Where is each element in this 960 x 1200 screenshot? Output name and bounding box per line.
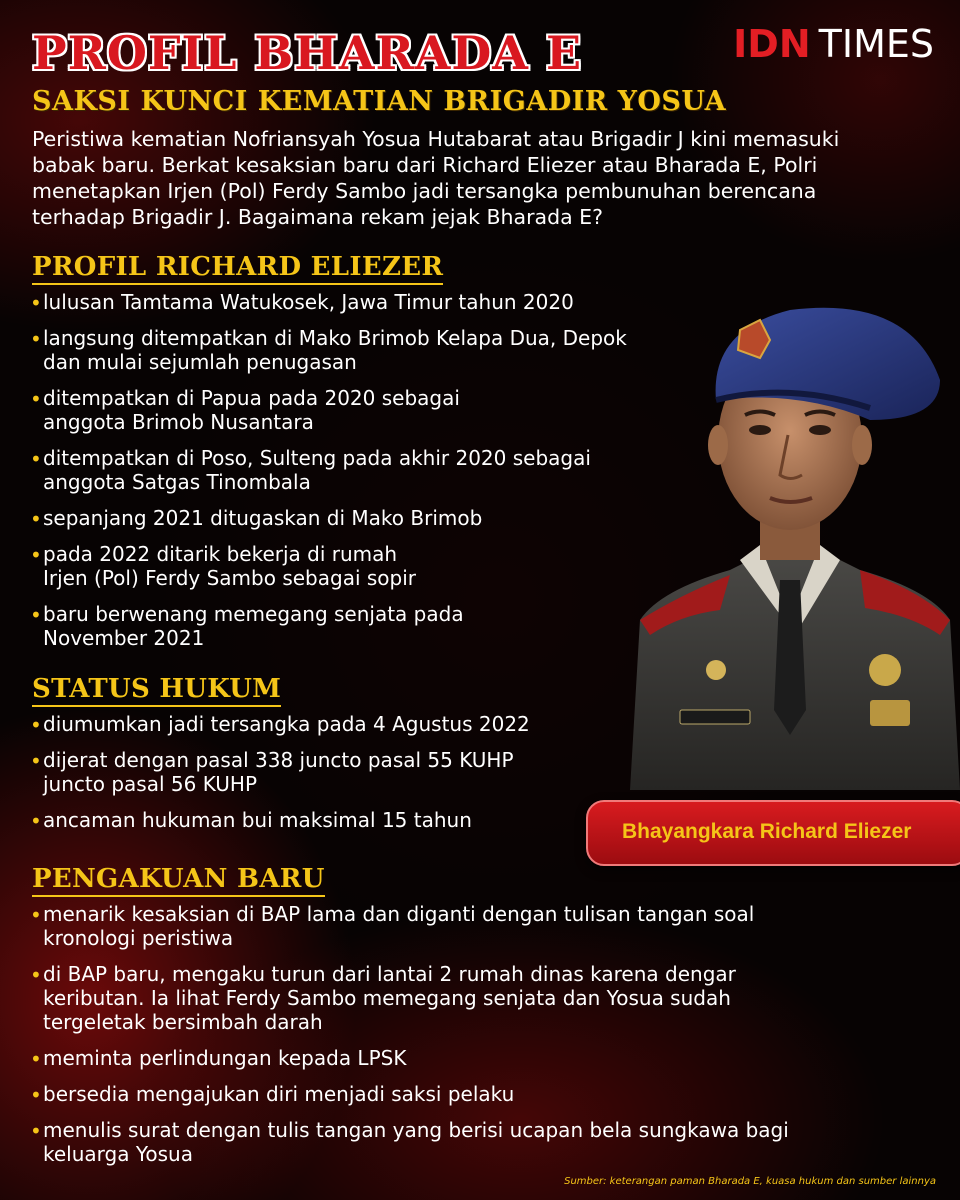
item-line: dijerat dengan pasal 338 juncto pasal 55 KUHP xyxy=(43,748,514,772)
list-item xyxy=(28,962,789,1034)
list-item xyxy=(28,602,627,650)
bullet-icon: • xyxy=(30,507,42,531)
bullet-icon: • xyxy=(30,1047,42,1071)
item-line: sepanjang 2021 ditugaskan di Mako Brimob xyxy=(43,506,483,530)
item-line: menulis surat dengan tulis tangan yang berisi ucapan bela sungkawa bagi xyxy=(43,1118,789,1142)
heading-underline xyxy=(32,895,325,897)
intro-line: menetapkan Irjen (Pol) Ferdy Sambo jadi tersangka pembunuhan berencana xyxy=(32,179,817,203)
item-line: dan mulai sejumlah penugasan xyxy=(43,350,357,374)
logo-idn: IDN xyxy=(733,22,811,66)
pengakuan-list xyxy=(28,902,789,1166)
bullet-icon: • xyxy=(30,543,42,567)
item-line: anggota Satgas Tinombala xyxy=(43,470,311,494)
list-item xyxy=(28,326,627,374)
logo-times: TIMES xyxy=(818,22,934,66)
section-heading-text: PROFIL RICHARD ELIEZER xyxy=(32,252,444,282)
section-heading-profil xyxy=(32,252,443,282)
bullet-icon: • xyxy=(30,809,42,833)
heading-underline xyxy=(32,283,443,285)
bullet-icon: • xyxy=(30,1083,42,1107)
list-item xyxy=(28,902,789,950)
list-item xyxy=(28,290,627,314)
list-item xyxy=(28,542,627,590)
bullet-icon: • xyxy=(30,603,42,627)
bullet-icon: • xyxy=(30,447,42,471)
item-line: anggota Brimob Nusantara xyxy=(43,410,314,434)
item-line: bersedia mengajukan diri menjadi saksi pelaku xyxy=(43,1082,515,1106)
item-line: keributan. Ia lihat Ferdy Sambo memegang senjata dan Yosua sudah xyxy=(43,986,731,1010)
bullet-icon: • xyxy=(30,963,42,987)
bullet-icon: • xyxy=(30,327,42,351)
heading-underline xyxy=(32,705,281,707)
item-line: tergeletak bersimbah darah xyxy=(43,1010,323,1034)
item-line: Irjen (Pol) Ferdy Sambo sebagai sopir xyxy=(43,566,416,590)
bullet-icon: • xyxy=(30,749,42,773)
item-line: di BAP baru, mengaku turun dari lantai 2 rumah dinas karena dengar xyxy=(43,962,736,986)
item-line: juncto pasal 56 KUHP xyxy=(43,772,258,796)
item-line: ditempatkan di Papua pada 2020 sebagai xyxy=(43,386,460,410)
list-item xyxy=(28,748,530,796)
source-note: Sumber: keterangan paman Bharada E, kuasa hukum dan sumber lainnya xyxy=(564,1176,936,1187)
item-line: lulusan Tamtama Watukosek, Jawa Timur tahun 2020 xyxy=(43,290,574,314)
item-line: menarik kesaksian di BAP lama dan diganti dengan tulisan tangan soal xyxy=(43,902,755,926)
bullet-icon: • xyxy=(30,1119,42,1143)
profil-list xyxy=(28,290,627,650)
item-line: ancaman hukuman bui maksimal 15 tahun xyxy=(43,808,472,832)
list-item xyxy=(28,446,627,494)
intro-paragraph xyxy=(32,126,922,230)
intro-line: terhadap Brigadir J. Bagaimana rekam jejak Bharada E? xyxy=(32,205,604,229)
idn-times-logo xyxy=(733,22,934,66)
list-item xyxy=(28,506,627,530)
item-line: kronologi peristiwa xyxy=(43,926,234,950)
bullet-icon: • xyxy=(30,903,42,927)
item-line: diumumkan jadi tersangka pada 4 Agustus 2022 xyxy=(43,712,530,736)
item-line: baru berwenang memegang senjata pada xyxy=(43,602,464,626)
section-heading-pengakuan xyxy=(32,864,325,894)
list-item xyxy=(28,386,627,434)
list-item xyxy=(28,1082,789,1106)
section-heading-text: STATUS HUKUM xyxy=(32,674,282,704)
item-line: keluarga Yosua xyxy=(43,1142,193,1166)
item-line: langsung ditempatkan di Mako Brimob Kelapa Dua, Depok xyxy=(43,326,627,350)
list-item xyxy=(28,1046,789,1070)
officer-photo xyxy=(620,290,960,790)
item-line: ditempatkan di Poso, Sulteng pada akhir 2020 sebagai xyxy=(43,446,591,470)
list-item xyxy=(28,712,530,736)
item-line: pada 2022 ditarik bekerja di rumah xyxy=(43,542,398,566)
item-line: November 2021 xyxy=(43,626,205,650)
status-list xyxy=(28,712,530,832)
bullet-icon: • xyxy=(30,291,42,315)
photo-caption xyxy=(586,800,960,866)
section-heading-text: PENGAKUAN BARU xyxy=(32,864,325,894)
list-item xyxy=(28,808,530,832)
item-line: meminta perlindungan kepada LPSK xyxy=(43,1046,407,1070)
intro-line: Peristiwa kematian Nofriansyah Yosua Hutabarat atau Brigadir J kini memasuki xyxy=(32,127,840,151)
photo-caption-text: Bhayangkara Richard Eliezer xyxy=(622,820,912,843)
intro-line: babak baru. Berkat kesaksian baru dari Richard Eliezer atau Bharada E, Polri xyxy=(32,153,818,177)
page-subtitle: SAKSI KUNCI KEMATIAN BRIGADIR YOSUA xyxy=(32,86,727,117)
section-heading-status xyxy=(32,674,281,704)
bullet-icon: • xyxy=(30,387,42,411)
page-title: PROFIL BHARADA E xyxy=(32,26,583,80)
bullet-icon: • xyxy=(30,713,42,737)
list-item xyxy=(28,1118,789,1166)
